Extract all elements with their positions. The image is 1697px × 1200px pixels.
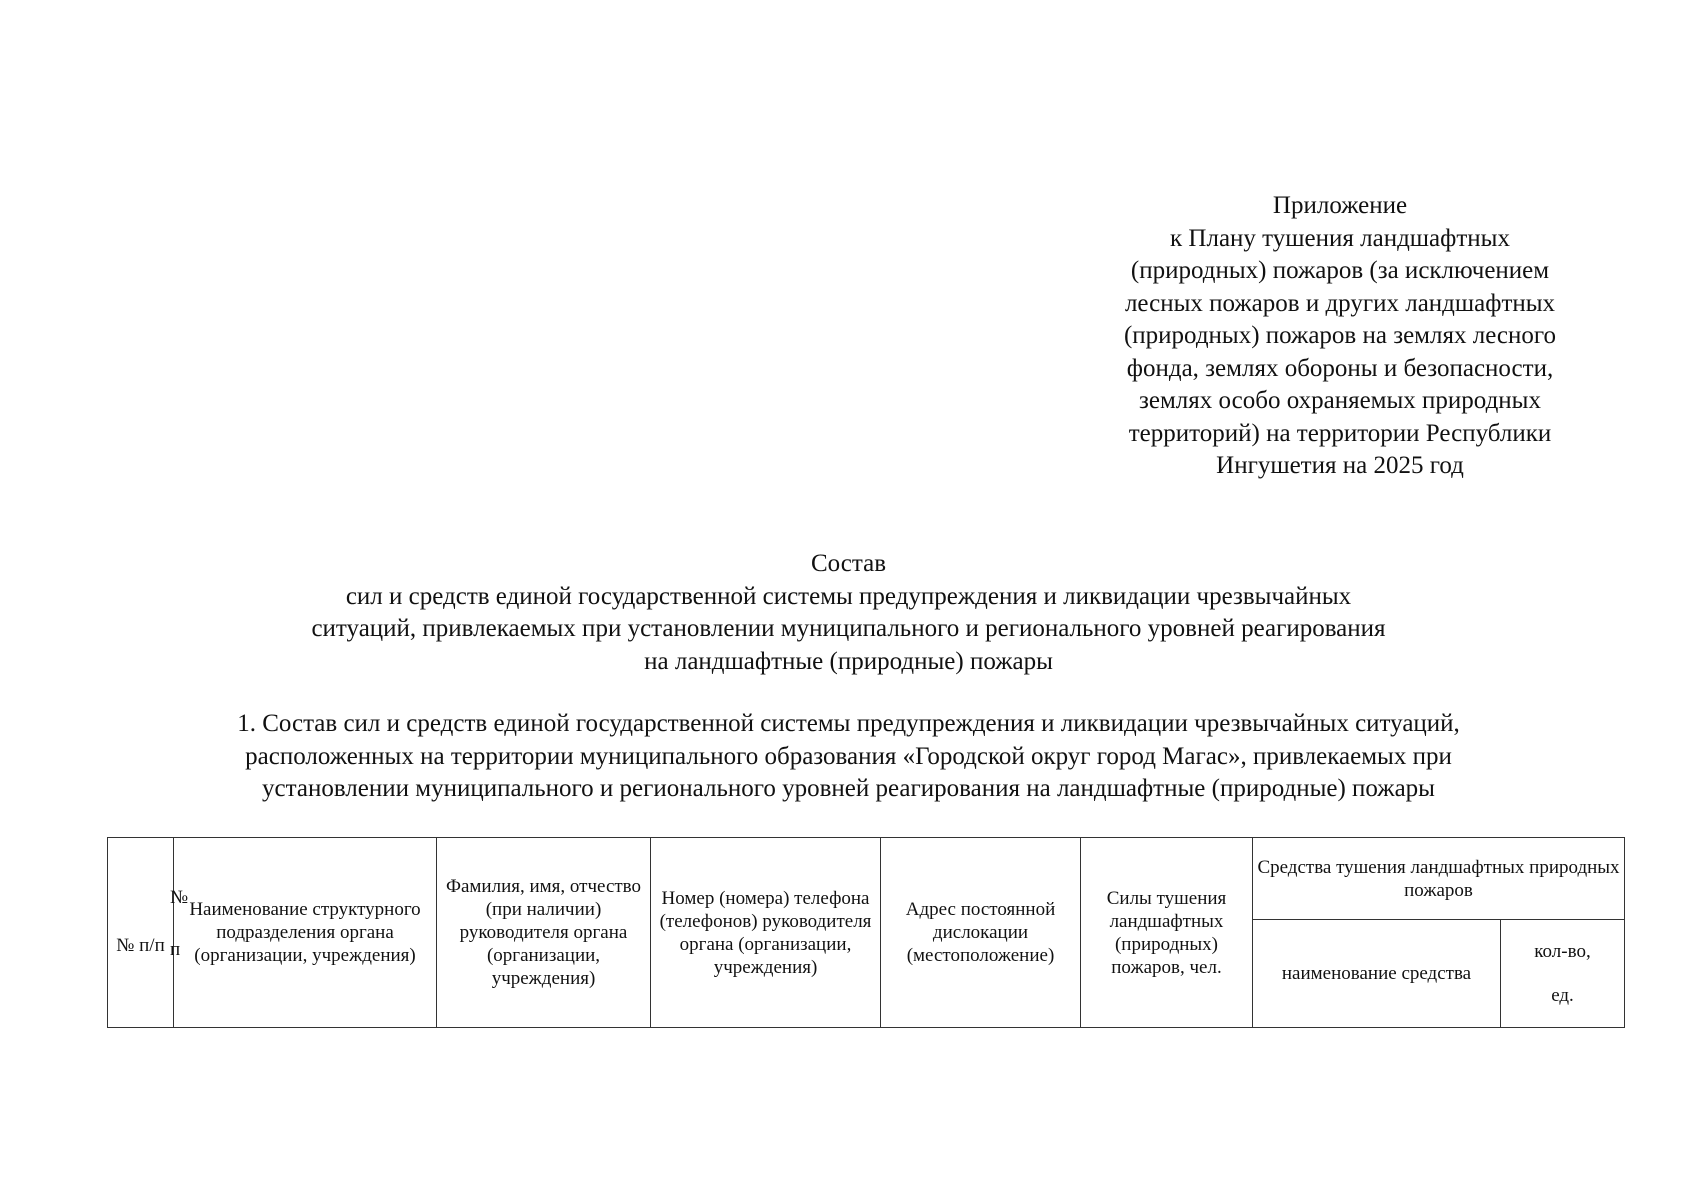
appendix-line: (природных) пожаров на землях лесного: [1123, 322, 1557, 349]
appendix-line: (природных) пожаров (за исключением: [1130, 257, 1550, 284]
header-head-fio: Фамилия, имя, отчество (при наличии) руководителя органа (организации, учреждения): [437, 838, 651, 1028]
header-forces: Силы тушения ландшафтных (природных) пожаров, чел.: [1081, 838, 1253, 1028]
header-means-group: Средства тушения ландшафтных природных пожаров: [1253, 838, 1625, 920]
appendix-line: к Плану тушения ландшафтных: [1170, 224, 1510, 252]
appendix-title: Приложение: [1272, 192, 1408, 219]
composition-line: ситуаций, привлекаемых при установлении муниципального и регионального уровней реагирования: [311, 615, 1386, 642]
forces-table: [107, 837, 1625, 1028]
composition-line: сил и средств единой государственной системы предупреждения и ликвидации чрезвычайных: [345, 582, 1352, 610]
appendix-line: фонда, землях обороны и безопасности,: [1126, 354, 1554, 382]
header-quantity-line: кол-во,: [1534, 940, 1591, 962]
composition-heading: [100, 548, 1597, 678]
section-line: расположенных на территории муниципального образования «Городской округ город Магас», привлекаемых при: [245, 742, 1452, 770]
appendix-line: землях особо охраняемых природных: [1139, 387, 1541, 414]
header-head-phone: Номер (номера) телефона (телефонов) руководителя органа (организации, учреждения): [651, 838, 881, 1028]
header-row-number: [108, 838, 189, 1028]
header-means-name: наименование средства: [1253, 920, 1501, 1028]
appendix-line: территорий) на территории Республики: [1128, 419, 1552, 447]
section-line: установлении муниципального и регионального уровней реагирования на ландшафтные (природные) пожары: [262, 775, 1435, 802]
header-quantity-unit: ед.: [1551, 984, 1574, 1006]
appendix-line: лесных пожаров и других ландшафтных: [1124, 289, 1556, 317]
header-unit-name: Наименование структурного подразделения органа (организации, учреждения): [174, 838, 437, 1028]
header-address: Адрес постоянной дислокации (местоположение): [881, 838, 1081, 1028]
section-line: 1. Состав сил и средств единой государственной системы предупреждения и ликвидации чрезвычайных ситуаций,: [237, 710, 1460, 737]
composition-title: Состав: [810, 550, 887, 577]
header-number-label: № п/п: [116, 935, 165, 956]
header-number-overlay: п: [170, 939, 181, 960]
composition-line: на ландшафтные (природные) пожары: [644, 647, 1053, 675]
appendix-line: Ингушетия на 2025 год: [1216, 452, 1464, 479]
header-number-overlay: №: [170, 887, 189, 908]
section-heading: [100, 708, 1597, 806]
appendix-block: [1080, 190, 1600, 483]
header-means-quantity: [1501, 920, 1625, 1028]
